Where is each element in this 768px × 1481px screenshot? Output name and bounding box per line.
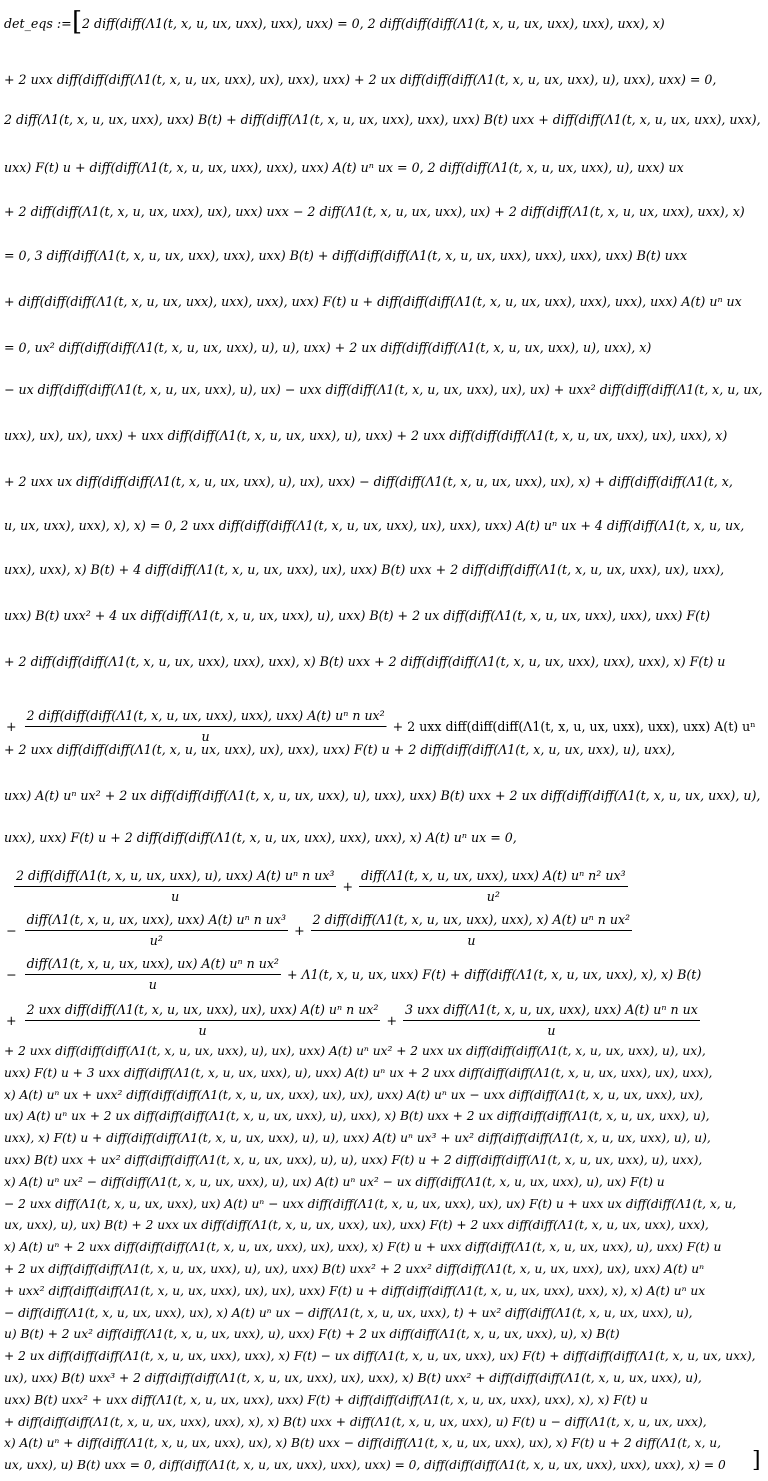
equation-line: uxx) B(t) uxx² + 4 ux diff(diff(Λ1(t, x, u, ux, uxx), u), uxx) B(t) + 2 ux diff(diff(Λ1(t, x, u, ux, uxx), uxx), uxx) F(t)	[4, 608, 711, 623]
fraction	[311, 912, 632, 949]
equation-line: + 2 ux diff(diff(diff(Λ1(t, x, u, ux, uxx), u), ux), uxx) B(t) uxx² + 2 uxx² diff(diff(Λ1(t, x, u, ux, uxx), ux), uxx) A(t) uⁿ	[4, 1262, 705, 1276]
equation-line: + 2 uxx diff(diff(diff(Λ1(t, x, u, ux, uxx), ux), uxx), uxx) + 2 ux diff(diff(diff(Λ1(t, x, u, ux, uxx), u), uxx), uxx) = 0,	[4, 72, 717, 87]
close-bracket: ]	[752, 1448, 761, 1473]
equation-line: + 2 diff(diff(Λ1(t, x, u, ux, uxx), ux), uxx) uxx − 2 diff(Λ1(t, x, u, ux, uxx), ux) + 2 diff(diff(Λ1(t, x, u, ux, uxx), uxx), x)	[4, 204, 745, 219]
fraction-lead-operator: −	[6, 922, 17, 938]
fraction-denominator: u	[171, 889, 180, 904]
fraction	[14, 868, 336, 905]
equation-line: + diff(diff(diff(Λ1(t, x, u, ux, uxx), uxx), x), x) B(t) uxx + diff(Λ1(t, x, u, ux, uxx), u) F(t) u − diff(Λ1(t, x, u, ux, uxx),	[4, 1415, 707, 1429]
fraction-denominator: u	[148, 977, 157, 992]
fraction-line	[4, 1002, 700, 1039]
fraction-numerator: 2 diff(diff(diff(Λ1(t, x, u, ux, uxx), uxx), uxx) A(t) uⁿ n ux²	[25, 708, 387, 727]
fraction-numerator: diff(Λ1(t, x, u, ux, uxx), uxx) A(t) uⁿ n² ux³	[359, 868, 628, 887]
fraction-operator: +	[294, 922, 305, 938]
equation-line: u) B(t) + 2 ux² diff(diff(Λ1(t, x, u, ux, uxx), u), uxx) F(t) + 2 ux diff(diff(Λ1(t, x, u, ux, uxx), u), x) B(t)	[4, 1327, 620, 1341]
equation-line: + diff(diff(diff(Λ1(t, x, u, ux, uxx), uxx), uxx), uxx) F(t) u + diff(diff(diff(Λ1(t, x, u, ux, uxx), uxx), uxx), uxx) A(t) uⁿ ux	[4, 294, 742, 309]
equation-line: uxx) F(t) u + 3 uxx diff(diff(Λ1(t, x, u, ux, uxx), u), uxx) A(t) uⁿ ux + 2 uxx diff(diff(diff(Λ1(t, x, u, ux, uxx), ux), uxx),	[4, 1066, 713, 1080]
equation-line: ux, uxx), u), ux) B(t) + 2 uxx ux diff(diff(Λ1(t, x, u, ux, uxx), ux), uxx) F(t) + 2 uxx diff(diff(Λ1(t, x, u, ux, uxx), uxx),	[4, 1218, 709, 1232]
equation-line: − diff(diff(Λ1(t, x, u, ux, uxx), ux), x) A(t) uⁿ ux − diff(Λ1(t, x, u, ux, uxx), t) + ux² diff(diff(Λ1(t, x, u, ux, uxx), u),	[4, 1306, 693, 1320]
fraction-denominator: u	[198, 1023, 207, 1038]
fraction-lead-operator: +	[6, 1012, 17, 1028]
fraction-operator: +	[342, 878, 354, 894]
open-bracket: [	[72, 7, 83, 37]
fraction-numerator: diff(Λ1(t, x, u, ux, uxx), ux) A(t) uⁿ n ux²	[25, 956, 281, 975]
fraction-numerator: 2 diff(diff(Λ1(t, x, u, ux, uxx), u), uxx) A(t) uⁿ n ux³	[14, 868, 336, 887]
equation-line: ux, uxx), u) B(t) uxx = 0, diff(diff(Λ1(t, x, u, ux, uxx), uxx), uxx) = 0, diff(diff(diff(Λ1(t, x, u, ux, uxx), uxx), uxx), x) = 0	[4, 1458, 726, 1472]
assignment-operator: :=	[56, 16, 72, 31]
fraction	[25, 1002, 381, 1039]
equation-line: u, ux, uxx), uxx), x), x) = 0, 2 uxx diff(diff(diff(Λ1(t, x, u, ux, uxx), ux), uxx), uxx) A(t) uⁿ ux + 4 diff(diff(Λ1(t, x, u, ux,	[4, 518, 745, 533]
fraction-line	[4, 956, 707, 993]
equation-line: = 0, 3 diff(diff(Λ1(t, x, u, ux, uxx), uxx), uxx) B(t) + diff(diff(diff(Λ1(t, x, u, ux, uxx), uxx), uxx), uxx) B(t) uxx	[4, 248, 688, 263]
fraction-line	[4, 912, 632, 949]
equation-line: 2 diff(diff(Λ1(t, x, u, ux, uxx), uxx), uxx) = 0, 2 diff(diff(diff(Λ1(t, x, u, ux, uxx), uxx), uxx), x)	[82, 16, 665, 31]
fraction-denominator: u²	[486, 889, 500, 904]
equation-line: + uxx² diff(diff(diff(Λ1(t, x, u, ux, uxx), ux), ux), uxx) F(t) u + diff(diff(diff(Λ1(t, x, u, ux, uxx), uxx), x), x) A(t) uⁿ ux	[4, 1284, 706, 1298]
expression-name: det_eqs	[4, 16, 53, 31]
equation-line: 2 diff(Λ1(t, x, u, ux, uxx), uxx) B(t) + diff(diff(Λ1(t, x, u, ux, uxx), uxx), uxx) B(t) uxx + diff(diff(Λ1(t, x, u, ux, uxx), uxx),	[4, 112, 761, 127]
equation-line: uxx), ux), ux), uxx) + uxx diff(diff(Λ1(t, x, u, ux, uxx), u), uxx) + 2 uxx diff(diff(diff(Λ1(t, x, u, ux, uxx), ux), uxx), x)	[4, 428, 728, 443]
equation-line: x) A(t) uⁿ + diff(diff(Λ1(t, x, u, ux, uxx), ux), x) B(t) uxx − diff(diff(Λ1(t, x, u, ux, uxx), ux), x) F(t) u + 2 diff(Λ1(t, x, u,	[4, 1436, 721, 1450]
expression-head	[4, 16, 72, 32]
fraction-denominator: u	[467, 933, 476, 948]
fraction-denominator: u	[547, 1023, 556, 1038]
equation-line: uxx), uxx), x) B(t) + 4 diff(diff(Λ1(t, x, u, ux, uxx), ux), uxx) B(t) uxx + 2 diff(diff(diff(Λ1(t, x, u, ux, uxx), ux), uxx),	[4, 562, 725, 577]
equation-line: uxx) A(t) uⁿ ux² + 2 ux diff(diff(diff(Λ1(t, x, u, ux, uxx), u), uxx), uxx) B(t) uxx + 2 ux diff(diff(diff(Λ1(t, x, u, ux, uxx), u),	[4, 788, 761, 803]
equation-line: ux) A(t) uⁿ ux + 2 ux diff(diff(diff(Λ1(t, x, u, ux, uxx), u), uxx), x) B(t) uxx + 2 ux diff(diff(diff(Λ1(t, x, u, ux, uxx), u),	[4, 1109, 710, 1123]
fraction-denominator: u²	[149, 933, 163, 948]
equation-line: uxx) B(t) uxx² + uxx diff(Λ1(t, x, u, ux, uxx), uxx) F(t) + diff(diff(diff(Λ1(t, x, u, ux, uxx), uxx), x), x) F(t) u	[4, 1393, 648, 1407]
fraction-line-tail: + 2 uxx diff(diff(diff(Λ1(t, x, u, ux, uxx), uxx), uxx) A(t) uⁿ	[392, 718, 756, 734]
fraction-denominator: u	[201, 729, 210, 744]
fraction	[25, 956, 281, 993]
equation-line: + 2 uxx diff(diff(diff(Λ1(t, x, u, ux, uxx), u), ux), uxx) A(t) uⁿ ux² + 2 uxx ux diff(diff(diff(Λ1(t, x, u, ux, uxx), u), ux),	[4, 1044, 706, 1058]
fraction-operator: +	[386, 1012, 398, 1028]
equation-line: − 2 uxx diff(Λ1(t, x, u, ux, uxx), ux) A(t) uⁿ − uxx diff(diff(Λ1(t, x, u, ux, uxx), ux), ux) F(t) u + uxx ux diff(diff(Λ1(t, x, u,	[4, 1197, 737, 1211]
fraction-numerator: 3 uxx diff(Λ1(t, x, u, ux, uxx), uxx) A(t) uⁿ n ux	[403, 1002, 700, 1021]
equation-line: uxx) F(t) u + diff(diff(Λ1(t, x, u, ux, uxx), uxx), uxx) A(t) uⁿ ux = 0, 2 diff(diff(Λ1(t, x, u, ux, uxx), u), uxx) ux	[4, 160, 684, 175]
fraction-line: + 2 diff(diff(diff(Λ1(t, x, u, ux, uxx), uxx), uxx) A(t) uⁿ n ux² u + 2 uxx diff(diff(diff(Λ1(t, x, u, ux, uxx), uxx), uxx) A(t) uⁿ	[5, 708, 756, 744]
equation-line: − ux diff(diff(diff(Λ1(t, x, u, ux, uxx), u), ux) − uxx diff(diff(Λ1(t, x, u, ux, uxx), ux), ux) + uxx² diff(diff(diff(Λ1(t, x, u, ux,	[4, 382, 763, 397]
equation-line: + 2 uxx ux diff(diff(diff(Λ1(t, x, u, ux, uxx), u), ux), uxx) − diff(diff(Λ1(t, x, u, ux, uxx), ux), x) + diff(diff(diff(Λ1(t, x,	[4, 474, 733, 489]
equation-line: x) A(t) uⁿ ux² − diff(diff(Λ1(t, x, u, ux, uxx), u), ux) A(t) uⁿ ux² − ux diff(diff(Λ1(t, x, u, ux, uxx), u), ux) F(t) u	[4, 1175, 665, 1189]
fraction-line-tail: + Λ1(t, x, u, ux, uxx) F(t) + diff(diff(Λ1(t, x, u, ux, uxx), x), x) B(t)	[286, 966, 702, 982]
equation-line: + 2 diff(diff(diff(Λ1(t, x, u, ux, uxx), uxx), uxx), x) B(t) uxx + 2 diff(diff(diff(Λ1(t, x, u, ux, uxx), uxx), uxx), x) F(t) u	[4, 654, 726, 669]
equation-line: x) A(t) uⁿ ux + uxx² diff(diff(diff(Λ1(t, x, u, ux, uxx), ux), ux), uxx) A(t) uⁿ ux − uxx diff(diff(Λ1(t, x, u, ux, uxx), ux),	[4, 1088, 704, 1102]
fraction	[359, 868, 628, 905]
fraction	[25, 912, 289, 949]
equation-line: + 2 uxx diff(diff(diff(Λ1(t, x, u, ux, uxx), ux), uxx), uxx) F(t) u + 2 diff(diff(diff(Λ1(t, x, u, ux, uxx), u), uxx),	[4, 742, 676, 757]
fraction	[25, 708, 387, 745]
equation-line: x) A(t) uⁿ + 2 uxx diff(diff(diff(Λ1(t, x, u, ux, uxx), ux), uxx), x) F(t) u + uxx diff(diff(Λ1(t, x, u, ux, uxx), u), uxx) F(t) u	[4, 1240, 722, 1254]
equation-line: ux), uxx) B(t) uxx³ + 2 diff(diff(diff(Λ1(t, x, u, ux, uxx), ux), uxx), x) B(t) uxx² + diff(diff(diff(Λ1(t, x, u, ux, uxx), u),	[4, 1371, 702, 1385]
equation-line: uxx), uxx) F(t) u + 2 diff(diff(diff(Λ1(t, x, u, ux, uxx), uxx), uxx), x) A(t) uⁿ ux = 0,	[4, 830, 517, 845]
fraction-lead-operator: −	[6, 966, 17, 982]
fraction-line	[4, 868, 628, 905]
equation-line: + 2 ux diff(diff(diff(Λ1(t, x, u, ux, uxx), uxx), x) F(t) − ux diff(Λ1(t, x, u, ux, uxx), ux) F(t) + diff(diff(diff(Λ1(t, x, u, ux, uxx),	[4, 1349, 756, 1363]
fraction	[403, 1002, 700, 1039]
equation-line: uxx) B(t) uxx + ux² diff(diff(diff(Λ1(t, x, u, ux, uxx), u), u), uxx) F(t) u + 2 diff(diff(diff(Λ1(t, x, u, ux, uxx), u), uxx),	[4, 1153, 703, 1167]
equation-line: uxx), x) F(t) u + diff(diff(diff(Λ1(t, x, u, ux, uxx), u), u), uxx) A(t) uⁿ ux³ + ux² diff(diff(diff(Λ1(t, x, u, ux, uxx), u), u),	[4, 1131, 711, 1145]
equation-line: = 0, ux² diff(diff(diff(Λ1(t, x, u, ux, uxx), u), u), uxx) + 2 ux diff(diff(diff(Λ1(t, x, u, ux, uxx), u), uxx), x)	[4, 340, 652, 355]
fraction-numerator: 2 uxx diff(diff(Λ1(t, x, u, ux, uxx), ux), uxx) A(t) uⁿ n ux²	[25, 1002, 381, 1021]
fraction-numerator: diff(Λ1(t, x, u, ux, uxx), uxx) A(t) uⁿ n ux³	[25, 912, 289, 931]
fraction-numerator: 2 diff(diff(Λ1(t, x, u, ux, uxx), uxx), x) A(t) uⁿ n ux²	[311, 912, 632, 931]
